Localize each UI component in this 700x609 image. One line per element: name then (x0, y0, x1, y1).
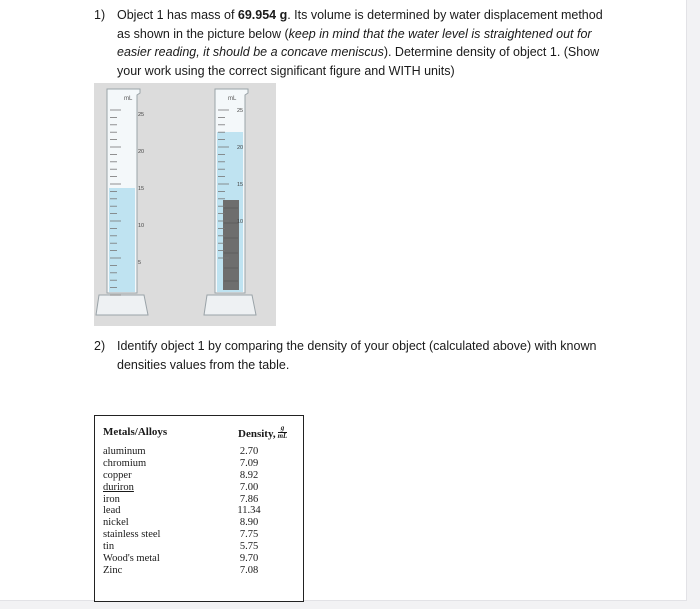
graduation-label: 10 (138, 223, 145, 229)
right-base (204, 295, 256, 315)
right-unit-label: mL (228, 96, 237, 102)
density-value: 7.86 (239, 493, 259, 505)
material-name: stainless steel (103, 529, 161, 541)
graduation-label: 15 (237, 182, 244, 188)
question-1 (94, 6, 614, 80)
material-name: chromium (103, 457, 147, 469)
density-unit: $\frac{g}{mL}$ (277, 424, 288, 440)
density-value: 8.90 (239, 517, 259, 529)
density-value: 7.08 (239, 564, 259, 576)
question-2-text: Identify object 1 by comparing the density of your object (calculated above) with known densities values from the table. (117, 339, 597, 372)
left-unit-label: mL (124, 96, 133, 102)
meniscus-note: keep in mind that the water level is straightened out for easier reading, it should be a concave meniscus (117, 26, 592, 59)
mass-value: 69.954 g (237, 8, 288, 22)
density-value: 2.70 (239, 446, 259, 457)
material-name: Zinc (103, 564, 123, 576)
table-header-density: Density, $\frac{g}{mL}$ (238, 424, 288, 441)
graduation-label: 20 (237, 145, 244, 151)
density-value: 9.70 (239, 553, 259, 565)
material-name: nickel (103, 517, 129, 529)
material-column (103, 446, 160, 577)
density-value: 11.34 (237, 505, 261, 517)
right-cylinder (204, 89, 256, 315)
density-column (237, 446, 261, 577)
cylinders-drawing (94, 83, 276, 326)
material-name: aluminum (103, 446, 146, 457)
graduation-label: 10 (237, 219, 244, 225)
left-water (109, 188, 135, 292)
density-value: 8.92 (239, 469, 259, 481)
question-1-text: Object 1 has mass of 69.954 g. Its volume is determined by water displacement method as shown in the picture below (keep in mind that the water level is straightened out for easier reading, it should be a concave meniscus). Determine density of object 1. (Show your work using the correct significant figure and WITH units) (117, 8, 603, 78)
question-2-number: 2) (94, 339, 106, 353)
material-name: iron (103, 493, 120, 505)
material-name: copper (103, 469, 132, 481)
density-value: 5.75 (239, 541, 259, 553)
object-1 (223, 200, 239, 290)
question-1-number: 1) (94, 8, 106, 22)
graduation-label: 20 (138, 149, 145, 155)
left-cylinder (96, 89, 148, 315)
material-name: duriron (103, 481, 134, 493)
graduation-label: 15 (138, 186, 145, 192)
graduation-label: 25 (237, 108, 244, 114)
density-value: 7.00 (239, 481, 259, 493)
table-header-material: Metals/Alloys (103, 426, 168, 438)
material-name: Wood's metal (103, 553, 160, 565)
density-table (94, 415, 304, 602)
graduation-label: 25 (138, 112, 145, 118)
material-name: tin (103, 541, 115, 553)
density-value: 7.09 (239, 457, 259, 469)
graduated-cylinders-figure (94, 83, 276, 326)
graduation-label: 5 (138, 260, 142, 266)
left-base (96, 295, 148, 315)
question-2 (94, 337, 614, 374)
density-value: 7.75 (239, 529, 259, 541)
material-name: lead (103, 505, 121, 517)
